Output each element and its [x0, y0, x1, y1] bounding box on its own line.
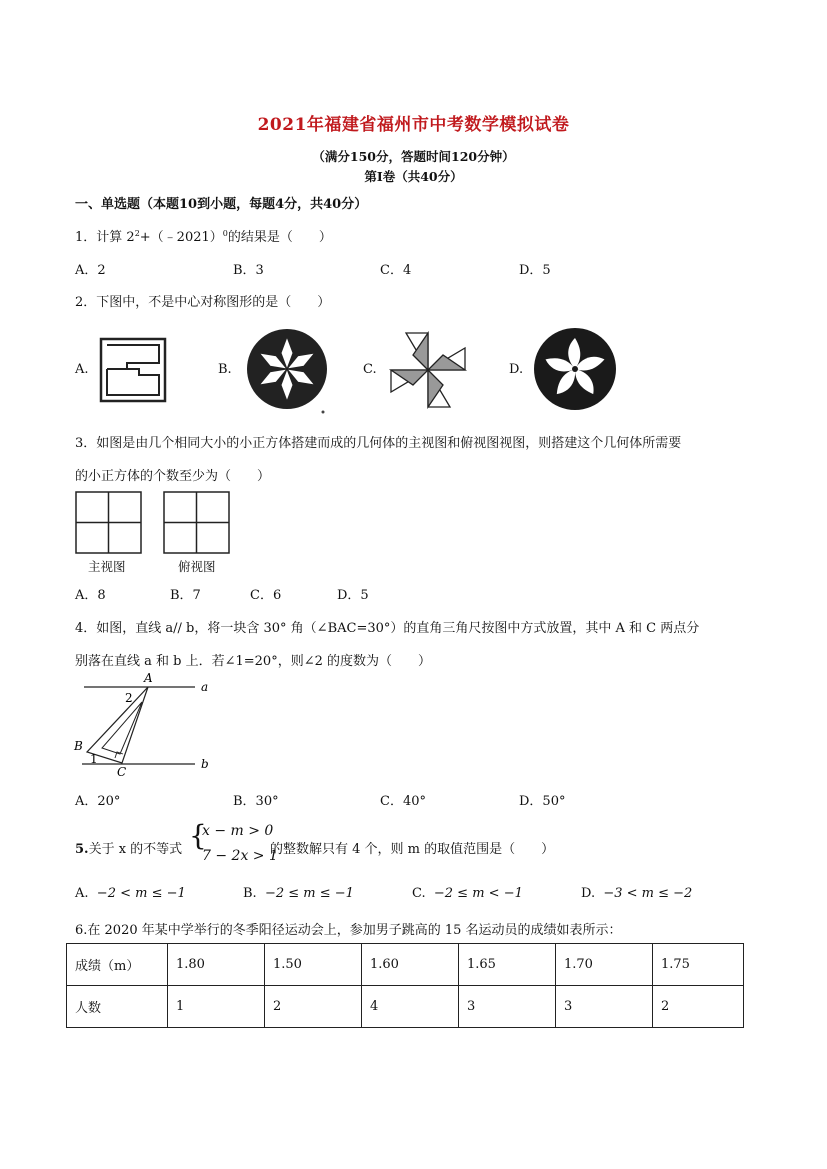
table-cell: 3 — [556, 986, 653, 1028]
q3-top-view — [163, 491, 230, 554]
q3-option-d: D．5 — [337, 588, 369, 603]
q1-option-d: D．5 — [519, 263, 551, 278]
q4-option-a: A．20° — [75, 794, 121, 809]
q4-figure — [70, 670, 220, 780]
table-cell: 1.75 — [653, 944, 744, 986]
table-cell: 1.70 — [556, 944, 653, 986]
q2-label-c: C. — [363, 362, 377, 377]
q2-label-d: D. — [509, 362, 524, 377]
q3-caption-front: 主视图 — [88, 559, 126, 574]
q4-option-d: D．50° — [519, 794, 566, 809]
label-1: 1 — [90, 752, 98, 766]
table-cell: 1.80 — [168, 944, 265, 986]
table-cell: 1.50 — [265, 944, 362, 986]
table-cell: 成绩（m） — [67, 944, 168, 986]
label-A: A — [144, 671, 153, 685]
q5-option-a: A. −2 < m ≤ −1 — [75, 886, 186, 901]
triangle-inner — [102, 702, 142, 754]
q1-option-b: B．3 — [233, 263, 264, 278]
table-cell: 1 — [168, 986, 265, 1028]
q3-front-view — [75, 491, 142, 554]
q2-figure-a — [99, 337, 169, 403]
part-label: 第Ⅰ卷（共40分） — [364, 169, 463, 184]
q5-inequality-1: x − m > 0 — [202, 823, 274, 839]
exam-title: 2021年福建省福州市中考数学模拟试卷 — [257, 115, 570, 135]
label-2: 2 — [125, 691, 133, 705]
table-cell: 3 — [459, 986, 556, 1028]
question-3-stem-line2: 的小正方体的个数至少为（ ） — [75, 469, 271, 484]
q2-figure-c — [388, 329, 468, 411]
q2-label-a: A. — [75, 362, 89, 377]
brace-icon: { — [189, 819, 207, 852]
q2-label-b: B. — [218, 362, 232, 377]
q3-option-c: C．6 — [250, 588, 282, 603]
label-B: B — [74, 739, 83, 753]
table-cell: 1.60 — [362, 944, 459, 986]
question-5-stem: 5.关于 x 的不等式 — [75, 842, 183, 857]
scores-table — [66, 943, 744, 1028]
question-5-stem-tail: 的整数解只有 4 个，则 m 的取值范围是（ ） — [270, 842, 555, 857]
question-1-stem: 1．计算 $2^2+(﹣2021)^0$的结果是（ ） — [75, 229, 332, 245]
exam-info: （满分150分，答题时间120分钟） — [312, 149, 515, 164]
label-b: b — [201, 757, 209, 771]
q3-option-a: A．8 — [75, 588, 106, 603]
question-4-stem-line2: 别落在直线 a 和 b 上．若∠1=20°，则∠2 的度数为（ ） — [75, 654, 431, 669]
q1-option-c: C．4 — [380, 263, 412, 278]
question-6-stem: 6.在 2020 年某中学举行的冬季阳径运动会上，参加男子跳高的 15 名运动员的成绩如表所示： — [75, 923, 622, 938]
table-cell: 1.65 — [459, 944, 556, 986]
label-C: C — [117, 765, 127, 779]
q5-option-d: D. −3 < m ≤ −2 — [581, 886, 693, 901]
q5-option-b: B. −2 ≤ m ≤ −1 — [243, 886, 354, 901]
table-cell: 2 — [653, 986, 744, 1028]
table-row — [67, 944, 744, 986]
table-cell: 人数 — [67, 986, 168, 1028]
table-cell: 4 — [362, 986, 459, 1028]
question-3-stem-line1: 3．如图是由几个相同大小的小正方体搭建而成的几何体的主视图和俯视图视图，则搭建这个几何体所需要 — [75, 436, 682, 451]
label-a: a — [201, 680, 209, 694]
section-heading: 一、单选题（本题10到小题，每题4分，共40分） — [75, 197, 368, 212]
table-row — [67, 986, 744, 1028]
table-cell: 2 — [265, 986, 362, 1028]
q4-option-c: C．40° — [380, 794, 426, 809]
q2-figure-d — [531, 326, 619, 412]
q3-option-b: B．7 — [170, 588, 201, 603]
q1-option-a: A．2 — [75, 263, 106, 278]
q5-inequality-2: 7 − 2x > 1 — [202, 848, 278, 864]
question-2-stem: 2．下图中，不是中心对称图形的是（ ） — [75, 295, 331, 310]
q4-option-b: B．30° — [233, 794, 279, 809]
q3-caption-top: 俯视图 — [178, 559, 216, 574]
q2-figure-b — [245, 327, 330, 415]
q5-option-c: C. −2 ≤ m < −1 — [412, 886, 523, 901]
question-4-stem-line1: 4．如图，直线 a// b，将一块含 30° 角（∠BAC=30°）的直角三角尺按图中方式放置，其中 A 和 C 两点分 — [75, 621, 700, 636]
